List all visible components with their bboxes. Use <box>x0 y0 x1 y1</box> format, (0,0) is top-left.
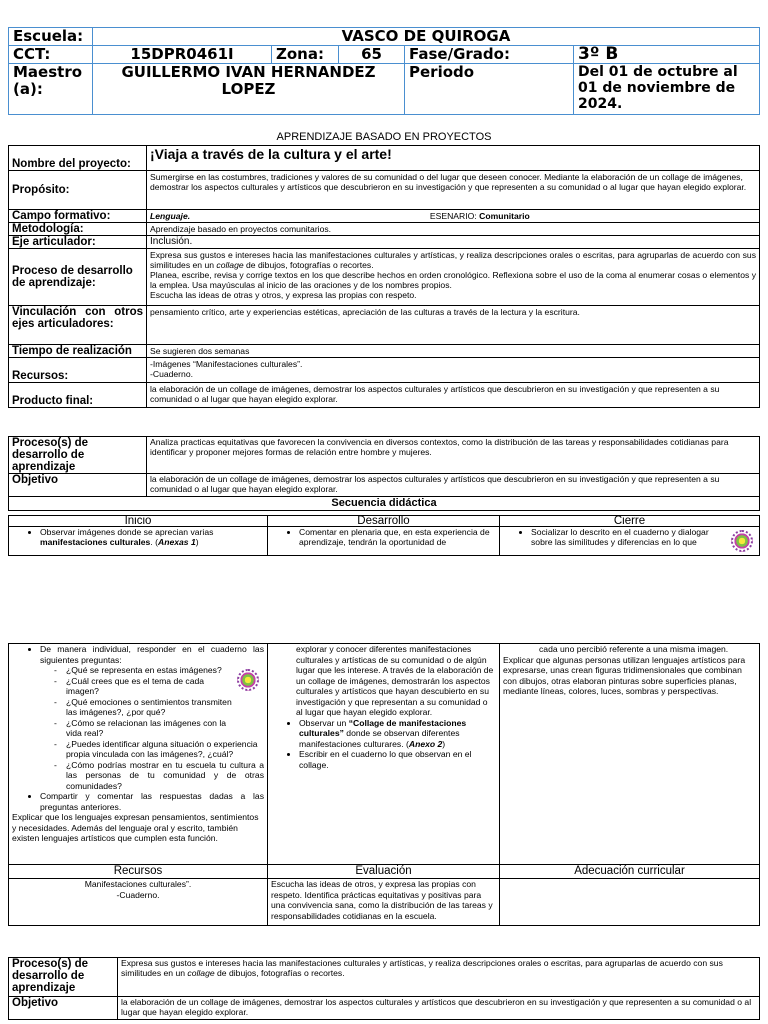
escenario-label: ESENARIO: <box>429 211 477 221</box>
proceso2-label: Proceso(s) de desarrollo de aprendizaje <box>9 958 118 997</box>
proceso-value: Expresa sus gustos e intereses hacia las manifestaciones culturales y artísticas, y realiza descripciones orales o escritas, para agruparlas de acuerdo con sus similitudes en un collage de dibujos, fotografías o recortes. Planea, escribe, revisa y corrige textos en los que describe hechos en orden cronológico. Reflexiona sobre el uso de la coma al enumerar cosas o elementos y la emplea. Usa mayúsculas al inicio de las oraciones y de los nombres propios. Escucha las ideas de otras y otros, y expresa las propias con respeto. <box>147 249 760 306</box>
tiempo-label: Tiempo de realización <box>9 345 147 358</box>
desarrollo-cell: • Comentar en plenaria que, en esta experiencia de aprendizaje, tendrán la oportunidad de <box>268 527 500 556</box>
maestro-value: GUILLERMO IVAN HERNANDEZ LOPEZ <box>93 64 405 115</box>
escribir-item: • Escribir en el cuaderno lo que observan en el collage. <box>299 749 496 770</box>
questions-list-2 <box>12 739 264 792</box>
process-table-2 <box>8 957 760 1020</box>
activities-cierre-cell <box>500 644 760 865</box>
proceso-label: Proceso de desarrollo de aprendizaje: <box>9 249 147 306</box>
zona-label: Zona: <box>272 46 339 64</box>
cct-value: 15DPR0461I <box>93 46 272 64</box>
col-cierre: Cierre <box>500 516 760 527</box>
cierre-cont-2: Explicar que algunas personas utilizan lenguajes artísticos para expresarse, unas crean figuras tridimensionales que combinan con dibujos, otras elaboran pinturas sobre superficies planas, mediante líneas, colores, luces, sombras y perspectivas. <box>503 654 746 696</box>
process-table-1 <box>8 436 760 511</box>
fase-value: 3º B <box>574 46 760 64</box>
project-table <box>8 145 760 408</box>
activities-table <box>8 643 760 926</box>
producto-label: Producto final: <box>9 383 147 408</box>
question-item: - ¿Qué se representa en estas imágenes? <box>54 665 234 676</box>
observar-item: • Observar un “Collage de manifestaciones culturales” donde se observan diferentes manifestaciones culturares. (Anexo 2) <box>299 718 496 750</box>
vinculacion-value: pensamiento crítico, arte y experiencias estéticas, apreciación de las culturas a través de la lectura y la escritura. <box>147 306 760 345</box>
question-item: - ¿Cómo se relacionan las imágenes con la vida real? <box>54 718 234 739</box>
decorative-badge-icon <box>237 669 259 691</box>
recursos-cell: Manifestaciones culturales”. -Cuaderno. <box>9 879 268 926</box>
recursos-label: Recursos: <box>9 358 147 383</box>
fase-label: Fase/Grado: <box>405 46 574 64</box>
eje-label: Eje articulador: <box>9 236 147 249</box>
question-item: - ¿Cómo podrías mostrar en tu escuela tu cultura a las personas de tu comunidad y de otras comunidades? <box>54 760 264 792</box>
explicar-text: Explicar que los lenguajes expresan pensamientos, sentimientos y necesidades. Además del lenguaje oral y escrito, también existen lenguajes artísticos que cumplen esta función. <box>12 812 259 843</box>
proceso1-label: Proceso(s) de desarrollo de aprendizaje <box>9 437 147 474</box>
question-item: - ¿Puedes identificar alguna situación o experiencia propia vinculada con las imágenes?, ¿cuál? <box>54 739 264 760</box>
campo-value: Lenguaje. <box>150 211 191 221</box>
col-inicio: Inicio <box>9 516 268 527</box>
proposito-value: Sumergirse en las costumbres, tradiciones y valores de su comunidad o del lugar que deseen conocer. Mediante la elaboración de un collage de imágenes, demostrar los aspectos culturales y artísticos que descubrieron en su investigación y que representen a su comunidad o al lugar que hayan elegido explorar. <box>147 171 760 210</box>
section-title: APRENDIZAJE BASADO EN PROYECTOS <box>276 131 492 143</box>
recursos-value: -Imágenes “Manifestaciones culturales”. -Cuaderno. <box>147 358 760 383</box>
cierre-cont-1: cada uno percibió referente a una misma imagen. <box>539 644 729 654</box>
proceso1-value: Analiza practicas equitativas que favorecen la convivencia en diversos contextos, como la distribución de las tareas y responsabilidades cotidianas para identificar y proponer mejores formas de relación entre hombre y mujeres. <box>147 437 760 474</box>
proposito-label: Propósito: <box>9 171 147 210</box>
inicio-intro: • De manera individual, responder en el cuaderno las siguientes preguntas: <box>40 644 264 665</box>
activities-inicio-cell <box>9 644 268 865</box>
campo-row <box>147 210 760 223</box>
periodo-value: Del 01 de octubre al 01 de noviembre de 2024. <box>574 64 760 115</box>
cierre-cell: • Socializar lo descrito en el cuaderno y dialogar sobre las similitudes y diferencias en lo que <box>500 527 760 556</box>
col-desarrollo: Desarrollo <box>268 516 500 527</box>
compartir-item: • Compartir y comentar las respuestas dadas a las preguntas anteriores. <box>40 791 264 812</box>
col-evaluacion: Evaluación <box>268 865 500 879</box>
objetivo1-value: la elaboración de un collage de imágenes, demostrar los aspectos culturales y artísticos que descubrieron en su investigación y que representen a su comunidad o al lugar que hayan elegido explorar. <box>147 474 760 497</box>
col-adecuacion: Adecuación curricular <box>500 865 760 879</box>
activities-desarrollo-cell <box>268 644 500 865</box>
desarrollo-cont: explorar y conocer diferentes manifestaciones culturales y artísticas de su comunidad o de algún lugar que les interese. A través de la elaboración de un collage de imágenes, demostrarán los aspectos culturales y artísticos que hayan descubierto en su investigación y que representan a su comunidad o al lugar que hayan elegido explorar. <box>296 644 494 717</box>
decorative-badge-icon <box>731 530 753 552</box>
objetivo2-label: Objetivo <box>9 997 118 1020</box>
school-header-table <box>8 27 760 115</box>
col-recursos: Recursos <box>9 865 268 879</box>
cct-label: CCT: <box>9 46 93 64</box>
evaluacion-cell: Escucha las ideas de otros, y expresa las propias con respeto. Identifica prácticas equitativas y positivas para una convivencia sana, como la distribución de las tareas y responsabilidades cotidianas en la escuela. <box>268 879 500 926</box>
nombre-value: ¡Viaja a través de la cultura y el arte! <box>147 146 760 171</box>
escenario-value: Comunitario <box>479 211 530 221</box>
question-item: - ¿Cuál crees que es el tema de cada imagen? <box>54 676 234 697</box>
adecuacion-cell <box>500 879 760 926</box>
objetivo1-label: Objetivo <box>9 474 147 497</box>
maestro-label: Maestro (a): <box>9 64 93 115</box>
sequence-table <box>8 515 760 556</box>
question-item: - ¿Qué emociones o sentimientos transmiten las imágenes?, ¿por qué? <box>54 697 234 718</box>
inicio-cell: • Observar imágenes donde se aprecian varias manifestaciones culturales. (Anexas 1) <box>9 527 268 556</box>
secuencia-heading: Secuencia didáctica <box>9 497 760 511</box>
nombre-label: Nombre del proyecto: <box>9 146 147 171</box>
questions-list <box>12 665 264 739</box>
escuela-label: Escuela: <box>9 28 93 46</box>
tiempo-value: Se sugieren dos semanas <box>147 345 760 358</box>
metodologia-value: Aprendizaje basado en proyectos comunitarios. <box>147 223 760 236</box>
campo-label: Campo formativo: <box>9 210 147 223</box>
eje-value: Inclusión. <box>147 236 760 249</box>
vinculacion-label: Vinculación con otros ejes articuladores: <box>9 306 147 345</box>
periodo-label: Periodo <box>405 64 574 115</box>
objetivo2-value: la elaboración de un collage de imágenes, demostrar los aspectos culturales y artísticos que descubrieron en su investigación y que representen a su comunidad o al lugar que hayan elegido explorar. <box>118 997 760 1020</box>
metodologia-label: Metodología: <box>9 223 147 236</box>
producto-value: la elaboración de un collage de imágenes, demostrar los aspectos culturales y artísticos que descubrieron en su investigación y que representen a su comunidad o al lugar que hayan elegido explorar. <box>147 383 760 408</box>
proceso2-value: Expresa sus gustos e intereses hacia las manifestaciones culturales y artísticas, y realiza descripciones orales o escritas, para agruparlas de acuerdo con sus similitudes en un collage de dibujos, fotografías o recortes. <box>118 958 760 997</box>
escuela-value: VASCO DE QUIROGA <box>93 28 760 46</box>
zona-value: 65 <box>339 46 405 64</box>
